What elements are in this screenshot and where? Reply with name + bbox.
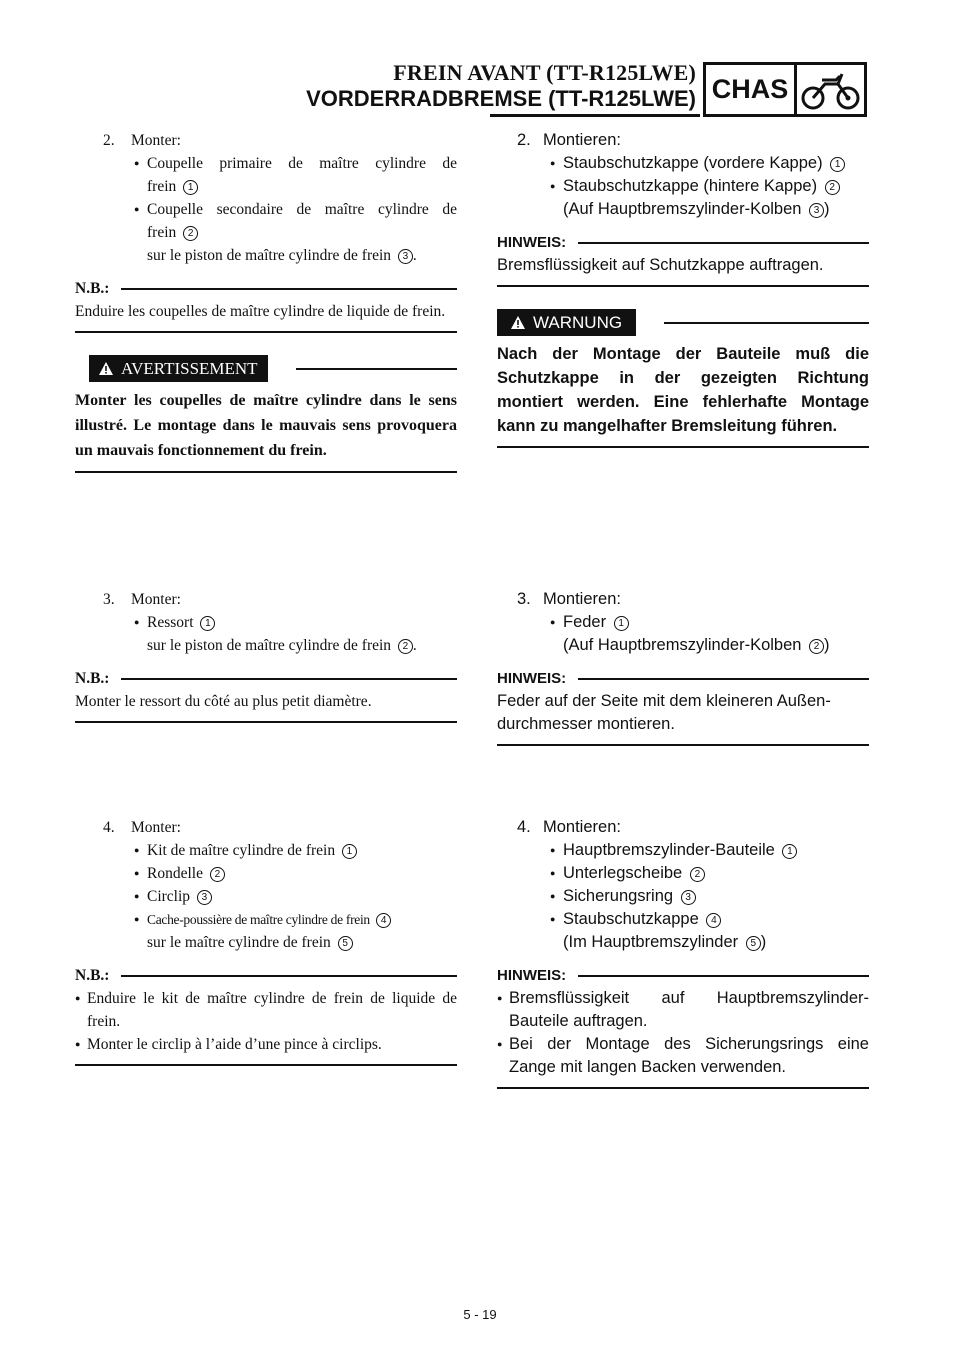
warning-icon — [511, 316, 525, 329]
warning-icon — [99, 362, 113, 375]
step-title: Montieren: — [543, 590, 621, 608]
list-item: ● Staubschutzkappe (hintere Kappe) 2 — [563, 175, 869, 198]
step-number: 3. — [103, 591, 115, 608]
list-item: ● Feder 1 — [563, 611, 869, 634]
note-item: ● Bremsflüssigkeit auf Hauptbremszylinder-Bauteile auftragen. — [497, 987, 869, 1033]
left-step-2 — [75, 129, 457, 473]
warning-text: Nach der Montage der Bauteile muß die Schutzkappe in der gezeigten Richtung montiert werden. Eine fehlerhafte Montage kann zu mangelhafter Bremsleitung führen. — [497, 336, 869, 448]
callout-number: 1 — [200, 616, 215, 631]
step-number: 4. — [517, 818, 531, 836]
callout-number: 1 — [342, 844, 357, 859]
section-code: CHAS — [706, 65, 797, 114]
callout-number: 1 — [183, 180, 198, 195]
note-text: Monter le ressort du côté au plus petit diamètre. — [75, 690, 457, 723]
page-number: 5 - 19 — [463, 1307, 497, 1322]
note-header: HINWEIS: — [497, 964, 869, 987]
warning-text: Monter les coupelles de maître cylindre dans le sens illustré. Le montage dans le mauvais sens provoquera un mauvais fonctionnement du frein. — [75, 382, 457, 473]
list-item: ● Staubschutzkappe (vordere Kappe) 1 — [563, 152, 869, 175]
list-item: ● Cache-poussière de maître cylindre de frein 4 — [147, 908, 457, 931]
list-item: ● Sicherungsring 3 — [563, 885, 869, 908]
right-step-4 — [497, 816, 869, 1089]
note-text: Enduire les coupelles de maître cylindre de liquide de frein. — [75, 300, 457, 333]
callout-number: 5 — [746, 936, 761, 951]
callout-number: 1 — [830, 157, 845, 172]
note-text: Bremsflüssigkeit auf Schutzkappe auftragen. — [497, 254, 869, 287]
note-item: ● Enduire le kit de maître cylindre de frein de liquide de frein. — [75, 987, 457, 1033]
callout-number: 3 — [197, 890, 212, 905]
callout-number: 2 — [809, 639, 824, 654]
list-item: ● Coupelle primaire de maître cylindre de — [147, 152, 457, 175]
callout-number: 4 — [376, 913, 391, 928]
note-item: ● Monter le circlip à l’aide d’une pince à circlips. — [75, 1033, 457, 1056]
section-title-french: FREIN AVANT (TT-R125LWE) — [393, 60, 696, 85]
list-item: ● Rondelle 2 — [147, 862, 457, 885]
right-step-3 — [497, 588, 869, 746]
step-number: 2. — [517, 131, 531, 149]
header-rule — [490, 114, 700, 117]
left-step-3 — [75, 588, 457, 723]
step-title: Montieren: — [543, 131, 621, 149]
callout-number: 1 — [614, 616, 629, 631]
step-title: Monter: — [131, 819, 181, 836]
list-item: ● Kit de maître cylindre de frein 1 — [147, 839, 457, 862]
chassis-section-badge — [703, 62, 867, 117]
list-item-cont: frein 2 — [147, 221, 457, 244]
callout-number: 1 — [782, 844, 797, 859]
step-title: Monter: — [131, 132, 181, 149]
callout-number: 4 — [706, 913, 721, 928]
sub-line: (Im Hauptbremszylinder 5 ) — [563, 933, 767, 951]
callout-number: 3 — [398, 249, 413, 264]
step-title: Monter: — [131, 591, 181, 608]
right-step-2 — [497, 129, 869, 448]
list-item-cont: frein 1 — [147, 175, 457, 198]
list-item: ● Ressort 1 — [147, 611, 457, 634]
note-text: Feder auf der Seite mit dem kleineren Außen-durchmesser montieren. — [497, 690, 869, 746]
callout-number: 2 — [690, 867, 705, 882]
left-step-4 — [75, 816, 457, 1066]
list-item: ● Hauptbremszylinder-Bauteile 1 — [563, 839, 869, 862]
list-item: ● Staubschutzkappe 4 — [563, 908, 869, 931]
warning-header: WARNUNG — [497, 309, 869, 336]
note-item: ● Bei der Montage des Sicherungsrings eine Zange mit langen Backen verwenden. — [497, 1033, 869, 1079]
callout-number: 2 — [398, 639, 413, 654]
motorcycle-icon — [797, 65, 864, 114]
step-number: 3. — [517, 590, 531, 608]
step-number: 2. — [103, 132, 115, 149]
sub-line: (Auf Hauptbremszylinder-Kolben 3 ) — [563, 200, 830, 218]
sub-line: (Auf Hauptbremszylinder-Kolben 2 ) — [563, 636, 830, 654]
callout-number: 2 — [183, 226, 198, 241]
note-header: HINWEIS: — [497, 231, 869, 254]
callout-number: 3 — [681, 890, 696, 905]
callout-number: 2 — [825, 180, 840, 195]
note-list — [75, 987, 457, 1066]
sub-line: sur le piston de maître cylindre de frein 2 . — [147, 637, 417, 654]
callout-number: 2 — [210, 867, 225, 882]
callout-number: 5 — [338, 936, 353, 951]
note-list — [497, 987, 869, 1089]
list-item: ● Coupelle secondaire de maître cylindre de — [147, 198, 457, 221]
step-number: 4. — [103, 819, 115, 836]
note-header: N.B.: — [75, 277, 457, 300]
callout-number: 3 — [809, 203, 824, 218]
note-header: HINWEIS: — [497, 667, 869, 690]
note-header: N.B.: — [75, 667, 457, 690]
warning-header: AVERTISSEMENT — [75, 355, 457, 382]
sub-line: sur le piston de maître cylindre de frein 3 . — [147, 247, 417, 264]
section-title-german: VORDERRADBREMSE (TT-R125LWE) — [306, 86, 696, 111]
sub-line: sur le maître cylindre de frein 5 — [147, 931, 457, 954]
note-header: N.B.: — [75, 964, 457, 987]
list-item: ● Unterlegscheibe 2 — [563, 862, 869, 885]
step-title: Montieren: — [543, 818, 621, 836]
list-item: ● Circlip 3 — [147, 885, 457, 908]
